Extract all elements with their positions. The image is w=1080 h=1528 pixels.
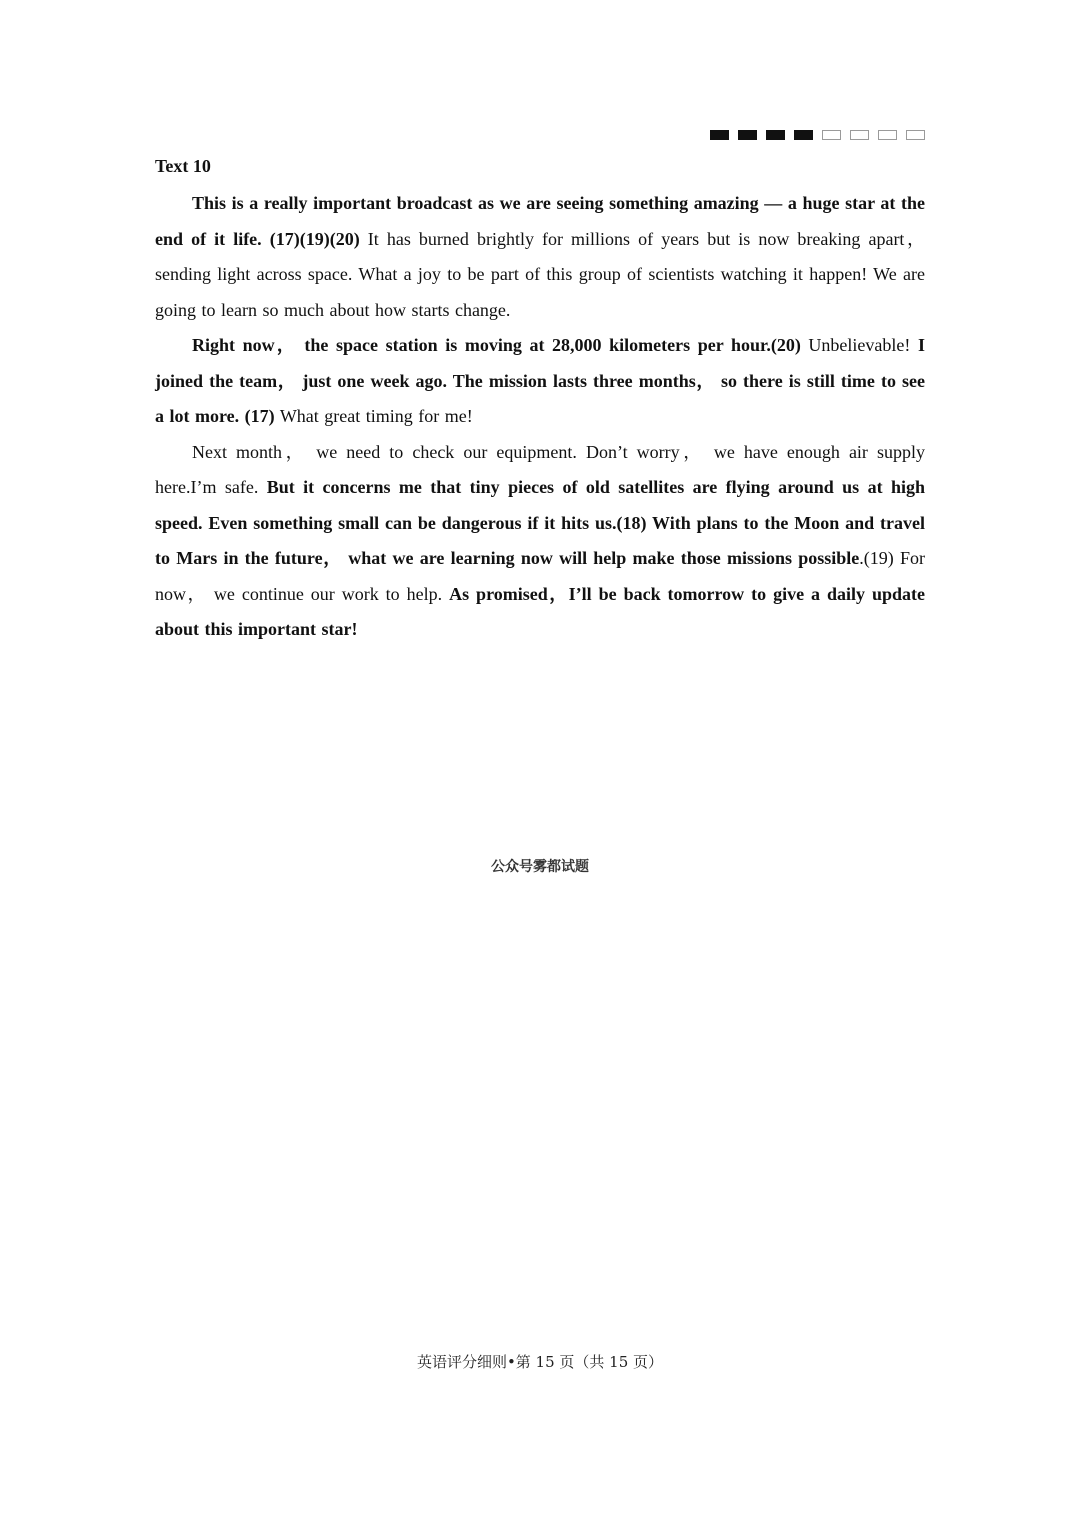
text-run: Right now， the space station is moving at 28,000 kilometers per hour.(20) — [192, 335, 801, 355]
progress-square-filled — [794, 130, 813, 140]
text-run: As promised，I’ll be back tomorrow to give a daily update about this important star! — [155, 583, 925, 639]
page-footer: 英语评分细则•第 15 页（共 15 页） — [416, 1353, 664, 1371]
progress-indicator — [710, 130, 925, 140]
progress-square-filled — [710, 130, 729, 140]
progress-square-empty — [822, 130, 841, 140]
text-run: But it concerns me that tiny pieces of old satellites are flying around us at high speed. Even something small can be dangerous if it hits us.(18) With plans to the Moon and travel to Mars in the future， what we are learning now will help make those missions possible — [155, 477, 925, 568]
progress-square-empty — [906, 130, 925, 140]
paragraph-3 — [155, 435, 925, 648]
text-run: Next month， we need to check our equipment. Don’t worry， we have enough air supply here.I’m safe. — [155, 441, 925, 497]
text-run: Unbelievable! — [800, 335, 918, 355]
progress-square-empty — [850, 130, 869, 140]
text-run: I joined the team， just one week ago. The mission lasts three months， so there is still time to see a lot more. (17) — [155, 335, 926, 426]
progress-square-filled — [766, 130, 785, 140]
section-heading: Text 10 — [155, 156, 211, 176]
text-run: .(19) For now， we continue our work to help. — [155, 548, 925, 604]
progress-square-filled — [738, 130, 757, 140]
text-run: It has burned brightly for millions of years but is now breaking apart，sending light across space. What a joy to be part of this group of scientists watching it happen! We are going to learn so much about how starts change. — [155, 228, 925, 320]
text-run: This is a really important broadcast as we are seeing something amazing — a huge star at the end of it life. (17)(19)(20) — [155, 193, 925, 249]
watermark-text: 公众号雾都试题 — [491, 859, 589, 875]
paragraph-2 — [155, 328, 925, 435]
text-run: What great timing for me! — [274, 406, 473, 426]
progress-square-empty — [878, 130, 897, 140]
paragraph-1 — [155, 186, 925, 328]
document-body — [155, 152, 925, 648]
